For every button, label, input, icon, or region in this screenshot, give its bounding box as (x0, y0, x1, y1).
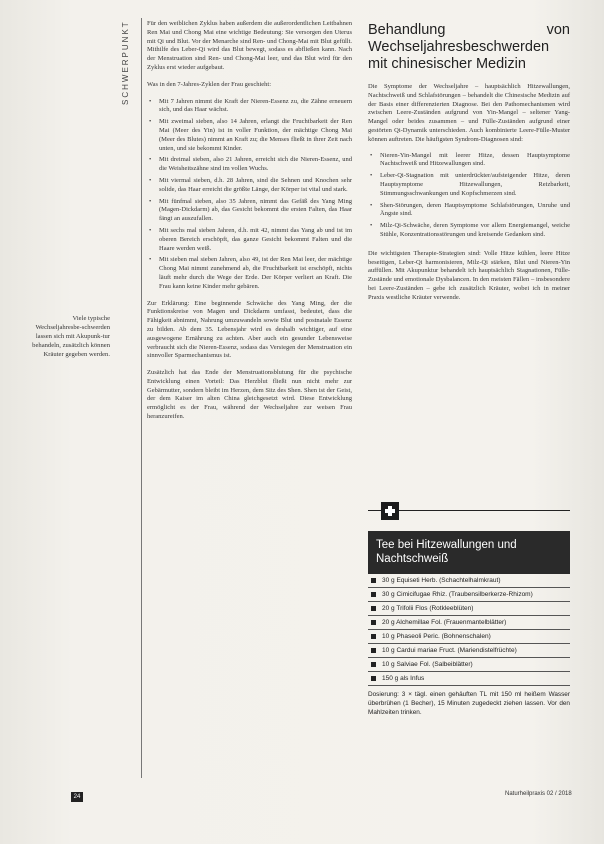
ingredient-item: 10 g Salviae Fol. (Salbeiblätter) (368, 658, 570, 672)
list-item: • Mit sechs mal sieben Jahren, d.h. mit 42, nimmt das Yang ab und ist im oberen Bereich erschöpft, das ganze Gesicht bekommt Falten und die Haare werden weiß. (159, 227, 352, 253)
page-number: 24 (71, 792, 83, 802)
cross-icon (381, 502, 399, 520)
ingredient-item: 150 g als Infus (368, 672, 570, 686)
ingredient-item: 20 g Alchemillae Fol. (Frauenmantelblätter) (368, 616, 570, 630)
tea-title: Tee bei Hitzewallungen und Nachtschweiß (368, 531, 570, 574)
diagnosis-list (368, 152, 570, 240)
cycle-lead: Was in den 7-Jahres-Zyklen der Frau geschieht: (147, 80, 272, 88)
explanation-paragraph: Zur Erklärung: Eine beginnende Schwäche des Yang Ming, der die Funktionskreise von Magen und Dickdarm umfasst, bedeutet, dass die Fähigkeit abnimmt, Nahrung umzuwandeln sowie Blut und postnatale Essenz zu bilden. Ab dem 35. Lebensjahr wird es deshalb wichtiger, auf eine ausgewogene Ernährung zu achten. Aber auch ein gesunder Lebensweise verbraucht sich die Nieren-Essenz, sodass das Versiegen der Menstruation ein sinnvoller Sparmechanismus ist. (147, 299, 352, 360)
shen-paragraph: Zusätzlich hat das Ende der Menstruationsblutung für die psychische Entwicklung einen Vorteil: Das Herzblut fließt nun nicht mehr zur Gebärmutter, sondern bleibt im Herzen, dem Sitz des Shen. Shen ist der Geist, der dem Kaiser im alten China gleichgesetzt wird. Diese Entwicklung ermöglicht es der Frau, während der Wechseljahre zur weisen Frau heranzureifen. (147, 369, 352, 421)
right-column (368, 22, 570, 310)
list-item: • Mit 7 Jahren nimmt die Kraft der Nieren-Essenz zu, die Zähne erneuern sich, und das Haar wächst. (159, 98, 352, 116)
list-item: • Milz-Qi-Schwäche, deren Symptome vor allem Energiemangel, weiche Stühle, Konzentrationsstörungen und kreisende Gedanken sind. (380, 222, 570, 240)
square-bullet-icon (371, 676, 376, 681)
symptoms-paragraph: Die Symptome der Wechseljahre – hauptsächlich Hitzewallungen, Nachtschweiß und Schlafstörungen – behandelt die Chinesische Medizin auf der Basis einer differenzierten Diagnose. Bei den Pathomechanismen wird zwischen Leere-Zuständen aufgrund von Yin-Mangel – seltener Yang-Mangel oder beides zusammen – und Fülle-Zuständen aufgrund einer gestörten Qi-Dynamik unterschieden. Auch kombinierte Leere-Fülle-Muster können auftreten. Die häufigsten Syndrom-Diagnosen sind: (368, 83, 570, 143)
ingredient-item: 10 g Phaseoli Peric. (Bohnenschalen) (368, 630, 570, 644)
ingredient-item: 30 g Equiseti Herb. (Schachtelhalmkraut) (368, 574, 570, 588)
ingredient-item: 30 g Cimicifugae Rhiz. (Traubensilberkerze-Rhizom) (368, 588, 570, 602)
ingredient-item: 20 g Trifolii Flos (Rotkleeblüten) (368, 602, 570, 616)
square-bullet-icon (371, 578, 376, 583)
list-item: • Mit dreimal sieben, also 21 Jahren, erreicht sich die Nieren-Essenz, und die Weisheitszähne sind im vollen Wuchs. (159, 156, 352, 174)
square-bullet-icon (371, 662, 376, 667)
square-bullet-icon (371, 592, 376, 597)
square-bullet-icon (371, 648, 376, 653)
list-item: • Leber-Qi-Stagnation mit unterdrückter/aufsteigender Hitze, deren Hauptsymptome Hitzewallungen, Reizbarkeit, Stimmungsschwankungen und Kopfschmerzen sind. (380, 172, 570, 198)
square-bullet-icon (371, 634, 376, 639)
left-column (147, 20, 352, 430)
ingredient-item: 10 g Cardui mariae Fruct. (Mariendistelfrüchte) (368, 644, 570, 658)
tea-recipe-box (368, 531, 570, 717)
column-divider (141, 18, 142, 778)
list-item: • Nieren-Yin-Mangel mit leerer Hitze, dessen Hauptsymptome Nachtschweiß und Hitzewallungen sind. (380, 152, 570, 170)
sidenote: Viele typische Wechseljahresbe-schwerden lassen sich mit Akupunk-tur behandeln, zusätzlich können Kräuter gegeben werden. (32, 315, 110, 358)
intro-paragraph: Für den weiblichen Zyklus haben außerdem die außerordentlichen Leitbahnen Ren Mai und Chong Mai eine wichtige Bedeutung: Sie versorgen den Uterus mit Qi und Blut. Vor der Menarche sind Ren- und Chong-Mai mit Blut gefüllt. Mithilfe des Leber-Qi wird das Blut bewegt, sodass es abfließen kann. Nach der Menstruation sind Ren- und Chong-Mai leer, und das Blut wird für den Zyklus erst wieder aufgebaut. (147, 20, 352, 71)
list-item: • Mit viermal sieben, d.h. 28 Jahren, sind die Sehnen und Knochen sehr solide, das Haar erreicht die größte Länge, der Körper ist vital und stark. (159, 177, 352, 195)
list-item: • Shen-Störungen, deren Hauptsymptome Schlafstörungen, Unruhe und Ängste sind. (380, 202, 570, 220)
therapy-paragraph: Die wichtigsten Therapie-Strategien sind: Volle Hitze kühlen, leere Hitze beseitigen, Leber-Qi harmonisieren, Milz-Qi stärken, Blut und Nieren-Yin auffüllen. Mit Akupunktur behandelt ich hauptsächlich Stagnationen, Fülle-Zustände und emotionale Dysbalancen. In den meisten Fällen – insbesondere bei Leere-Zuständen – gebe ich zusätzlich Kräuter, wobei ich in meiner Praxis westliche Kräuter verwende. (368, 249, 570, 301)
ingredient-list (368, 574, 570, 686)
list-item: • Mit sieben mal sieben Jahren, also 49, ist der Ren Mai leer, der mächtige Chong Mai nimmt zunehmend ab, die Fruchtbarkeit ist erschöpft, nichts läuft mehr durch die Wege der Erde. Der Körper verliert an Kraft. Die Frau kann keine Kinder mehr gebären. (159, 256, 352, 291)
section-label: SCHWERPUNKT (121, 20, 130, 105)
square-bullet-icon (371, 620, 376, 625)
list-item: • Mit zweimal sieben, also 14 Jahren, erlangt die Fruchtbarkeit der Ren Mai (Meer des Yin) ist in voller Funktion, der mächtige Chong Mai (Meer des Blutes) nimmt an Kraft zu; die Menses fließt in ihrer Zeit nach unten, und sie bekommt Kinder. (159, 118, 352, 153)
dosage-text: Dosierung: 3 × tägl. einen gehäuften TL mit 150 ml heißem Wasser überbrühen (1 Becher), 15 Minuten zugedeckt ziehen lassen. Vor den Mahlzeiten trinken. (368, 691, 570, 716)
cycle-list (147, 98, 352, 292)
footer-issue: Naturheilpraxis 02 / 2018 (505, 791, 572, 797)
list-item: • Mit fünfmal sieben, also 35 Jahren, nimmt das Gefäß des Yang Ming (Magen-Dickdarm) ab, das Gesicht bekommt die ersten Falten, das Haar fängt an auszufallen. (159, 198, 352, 224)
square-bullet-icon (371, 606, 376, 611)
article-title: Behandlung von Wechseljahresbeschwerden mit chinesischer Medizin (368, 22, 570, 72)
